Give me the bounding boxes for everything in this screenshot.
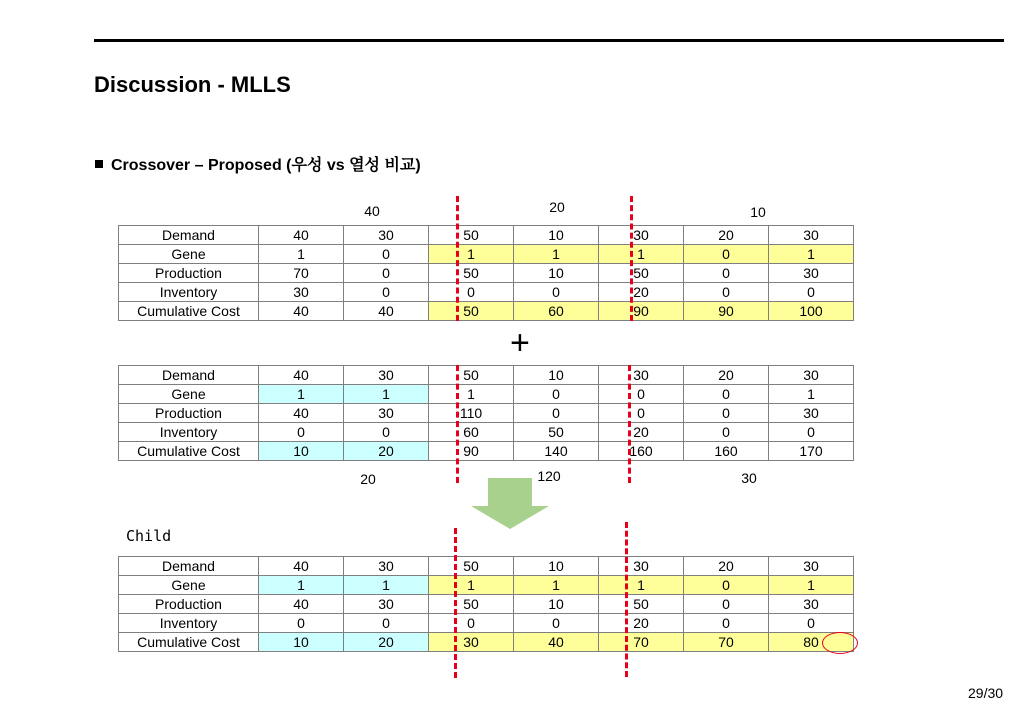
table-cell: 40 <box>259 366 344 385</box>
page-title: Discussion - MLLS <box>94 72 291 97</box>
table-cell: 1 <box>599 245 684 264</box>
table-cell: 0 <box>684 404 769 423</box>
table-cell: 0 <box>769 423 854 442</box>
table-cell: 50 <box>599 264 684 283</box>
table-cell: 50 <box>429 302 514 321</box>
table-cell: 30 <box>344 366 429 385</box>
child-table <box>118 556 854 652</box>
row-label: Demand <box>119 366 259 385</box>
row-label: Inventory <box>119 423 259 442</box>
table-cell: 20 <box>599 614 684 633</box>
table-cell: 70 <box>684 633 769 652</box>
table-cell: 160 <box>599 442 684 461</box>
table-cell: 30 <box>344 557 429 576</box>
table-cell: 30 <box>769 404 854 423</box>
table-cell: 1 <box>259 385 344 404</box>
parent2-table <box>118 365 854 461</box>
crossover-line-2b <box>628 365 631 483</box>
table-cell: 0 <box>514 283 599 302</box>
table-cell: 1 <box>259 576 344 595</box>
table-cell: 0 <box>344 245 429 264</box>
crossover-line-2c <box>625 522 628 677</box>
table-cell: 20 <box>344 633 429 652</box>
down-arrow-icon <box>470 478 550 530</box>
table-cell: 1 <box>429 385 514 404</box>
highlight-circle <box>822 632 858 654</box>
table-cell: 0 <box>684 595 769 614</box>
table-cell: 0 <box>684 245 769 264</box>
table-cell: 0 <box>344 423 429 442</box>
table-cell: 30 <box>429 633 514 652</box>
table-cell: 20 <box>684 226 769 245</box>
table-cell: 40 <box>514 633 599 652</box>
header-rule <box>94 39 1004 42</box>
segment-label-2: 20 <box>549 199 565 215</box>
table-cell: 10 <box>514 264 599 283</box>
table-cell: 60 <box>514 302 599 321</box>
table-cell: 50 <box>429 226 514 245</box>
table-cell: 20 <box>599 423 684 442</box>
table-cell: 0 <box>684 385 769 404</box>
table-row <box>119 404 854 423</box>
table-cell: 10 <box>514 595 599 614</box>
bullet-heading <box>95 152 421 175</box>
table-row <box>119 442 854 461</box>
table-cell: 0 <box>514 404 599 423</box>
table-cell: 0 <box>684 264 769 283</box>
table-cell: 10 <box>514 557 599 576</box>
crossover-line-2a <box>630 196 633 321</box>
table-cell: 0 <box>259 614 344 633</box>
table-cell: 140 <box>514 442 599 461</box>
table-cell: 90 <box>429 442 514 461</box>
table-cell: 0 <box>599 404 684 423</box>
table-cell: 40 <box>259 302 344 321</box>
segment-label-bottom-1: 20 <box>360 471 376 487</box>
table-cell: 0 <box>344 283 429 302</box>
table-row <box>119 366 854 385</box>
child-label: Child <box>126 527 172 545</box>
table-cell: 50 <box>514 423 599 442</box>
table-cell: 30 <box>344 226 429 245</box>
table-cell: 0 <box>514 385 599 404</box>
table-cell: 1 <box>344 576 429 595</box>
table-cell: 30 <box>599 366 684 385</box>
table-cell: 0 <box>429 614 514 633</box>
table-cell: 100 <box>769 302 854 321</box>
row-label: Production <box>119 404 259 423</box>
table-cell: 170 <box>769 442 854 461</box>
table-cell: 30 <box>599 226 684 245</box>
table-cell: 50 <box>429 264 514 283</box>
table-row <box>119 245 854 264</box>
table-cell: 30 <box>769 595 854 614</box>
table-cell: 40 <box>259 226 344 245</box>
table-cell: 1 <box>769 385 854 404</box>
table-cell: 1 <box>259 245 344 264</box>
row-label: Production <box>119 264 259 283</box>
table-cell: 20 <box>684 366 769 385</box>
table-cell: 1 <box>344 385 429 404</box>
table-row <box>119 283 854 302</box>
bullet-square-icon <box>95 160 103 168</box>
table-cell: 0 <box>344 264 429 283</box>
table-row <box>119 423 854 442</box>
row-label: Gene <box>119 385 259 404</box>
table-cell: 10 <box>259 442 344 461</box>
table-cell: 50 <box>429 366 514 385</box>
table-cell: 20 <box>599 283 684 302</box>
table-cell: 1 <box>429 576 514 595</box>
segment-label-1: 40 <box>364 203 380 219</box>
table-cell: 30 <box>769 557 854 576</box>
bullet-text: Crossover – Proposed (우성 vs 열성 비교) <box>111 157 421 174</box>
table-row <box>119 595 854 614</box>
table-row <box>119 264 854 283</box>
table-cell: 1 <box>514 576 599 595</box>
table-cell: 30 <box>344 595 429 614</box>
table-cell: 70 <box>259 264 344 283</box>
row-label: Inventory <box>119 614 259 633</box>
table-cell: 40 <box>259 595 344 614</box>
table-cell: 60 <box>429 423 514 442</box>
row-label: Cumulative Cost <box>119 302 259 321</box>
table-row <box>119 226 854 245</box>
table-cell: 160 <box>684 442 769 461</box>
table-row <box>119 576 854 595</box>
crossover-line-1a <box>456 196 459 321</box>
table-cell: 30 <box>769 264 854 283</box>
table-cell: 50 <box>429 557 514 576</box>
table-cell: 0 <box>769 614 854 633</box>
segment-label-3: 10 <box>750 204 766 220</box>
table-cell: 0 <box>429 283 514 302</box>
crossover-line-1b <box>456 365 459 483</box>
parent1-table <box>118 225 854 321</box>
table-row <box>119 302 854 321</box>
row-label: Inventory <box>119 283 259 302</box>
table-cell: 40 <box>344 302 429 321</box>
table-cell: 0 <box>684 283 769 302</box>
table-cell: 0 <box>684 423 769 442</box>
table-cell: 70 <box>599 633 684 652</box>
table-cell: 10 <box>514 226 599 245</box>
row-label: Demand <box>119 226 259 245</box>
table-cell: 0 <box>769 283 854 302</box>
table-cell: 0 <box>514 614 599 633</box>
plus-sign: + <box>510 324 530 362</box>
table-cell: 50 <box>429 595 514 614</box>
row-label: Demand <box>119 557 259 576</box>
table-cell: 110 <box>429 404 514 423</box>
table-cell: 30 <box>599 557 684 576</box>
table-row <box>119 633 854 652</box>
table-cell: 20 <box>344 442 429 461</box>
table-cell: 30 <box>769 226 854 245</box>
table-cell: 1 <box>599 576 684 595</box>
table-cell: 30 <box>769 366 854 385</box>
table-cell: 80 <box>769 633 854 652</box>
table-cell: 40 <box>259 404 344 423</box>
table-cell: 0 <box>344 614 429 633</box>
segment-label-bottom-3: 30 <box>741 470 757 486</box>
row-label: Cumulative Cost <box>119 633 259 652</box>
table-cell: 0 <box>259 423 344 442</box>
table-cell: 50 <box>599 595 684 614</box>
row-label: Production <box>119 595 259 614</box>
table-cell: 0 <box>599 385 684 404</box>
table-row <box>119 385 854 404</box>
table-row <box>119 614 854 633</box>
table-row <box>119 557 854 576</box>
table-cell: 20 <box>684 557 769 576</box>
table-cell: 10 <box>514 366 599 385</box>
table-cell: 40 <box>259 557 344 576</box>
row-label: Cumulative Cost <box>119 442 259 461</box>
table-cell: 10 <box>259 633 344 652</box>
table-cell: 0 <box>684 576 769 595</box>
table-cell: 30 <box>344 404 429 423</box>
table-cell: 90 <box>599 302 684 321</box>
page-number: 29/30 <box>968 685 1004 701</box>
row-label: Gene <box>119 576 259 595</box>
table-cell: 1 <box>514 245 599 264</box>
segment-label-bottom-2: 120 <box>537 468 561 484</box>
table-cell: 1 <box>429 245 514 264</box>
crossover-line-1c <box>454 528 457 678</box>
table-cell: 1 <box>769 245 854 264</box>
table-cell: 90 <box>684 302 769 321</box>
table-cell: 1 <box>769 576 854 595</box>
row-label: Gene <box>119 245 259 264</box>
table-cell: 30 <box>259 283 344 302</box>
table-cell: 0 <box>684 614 769 633</box>
